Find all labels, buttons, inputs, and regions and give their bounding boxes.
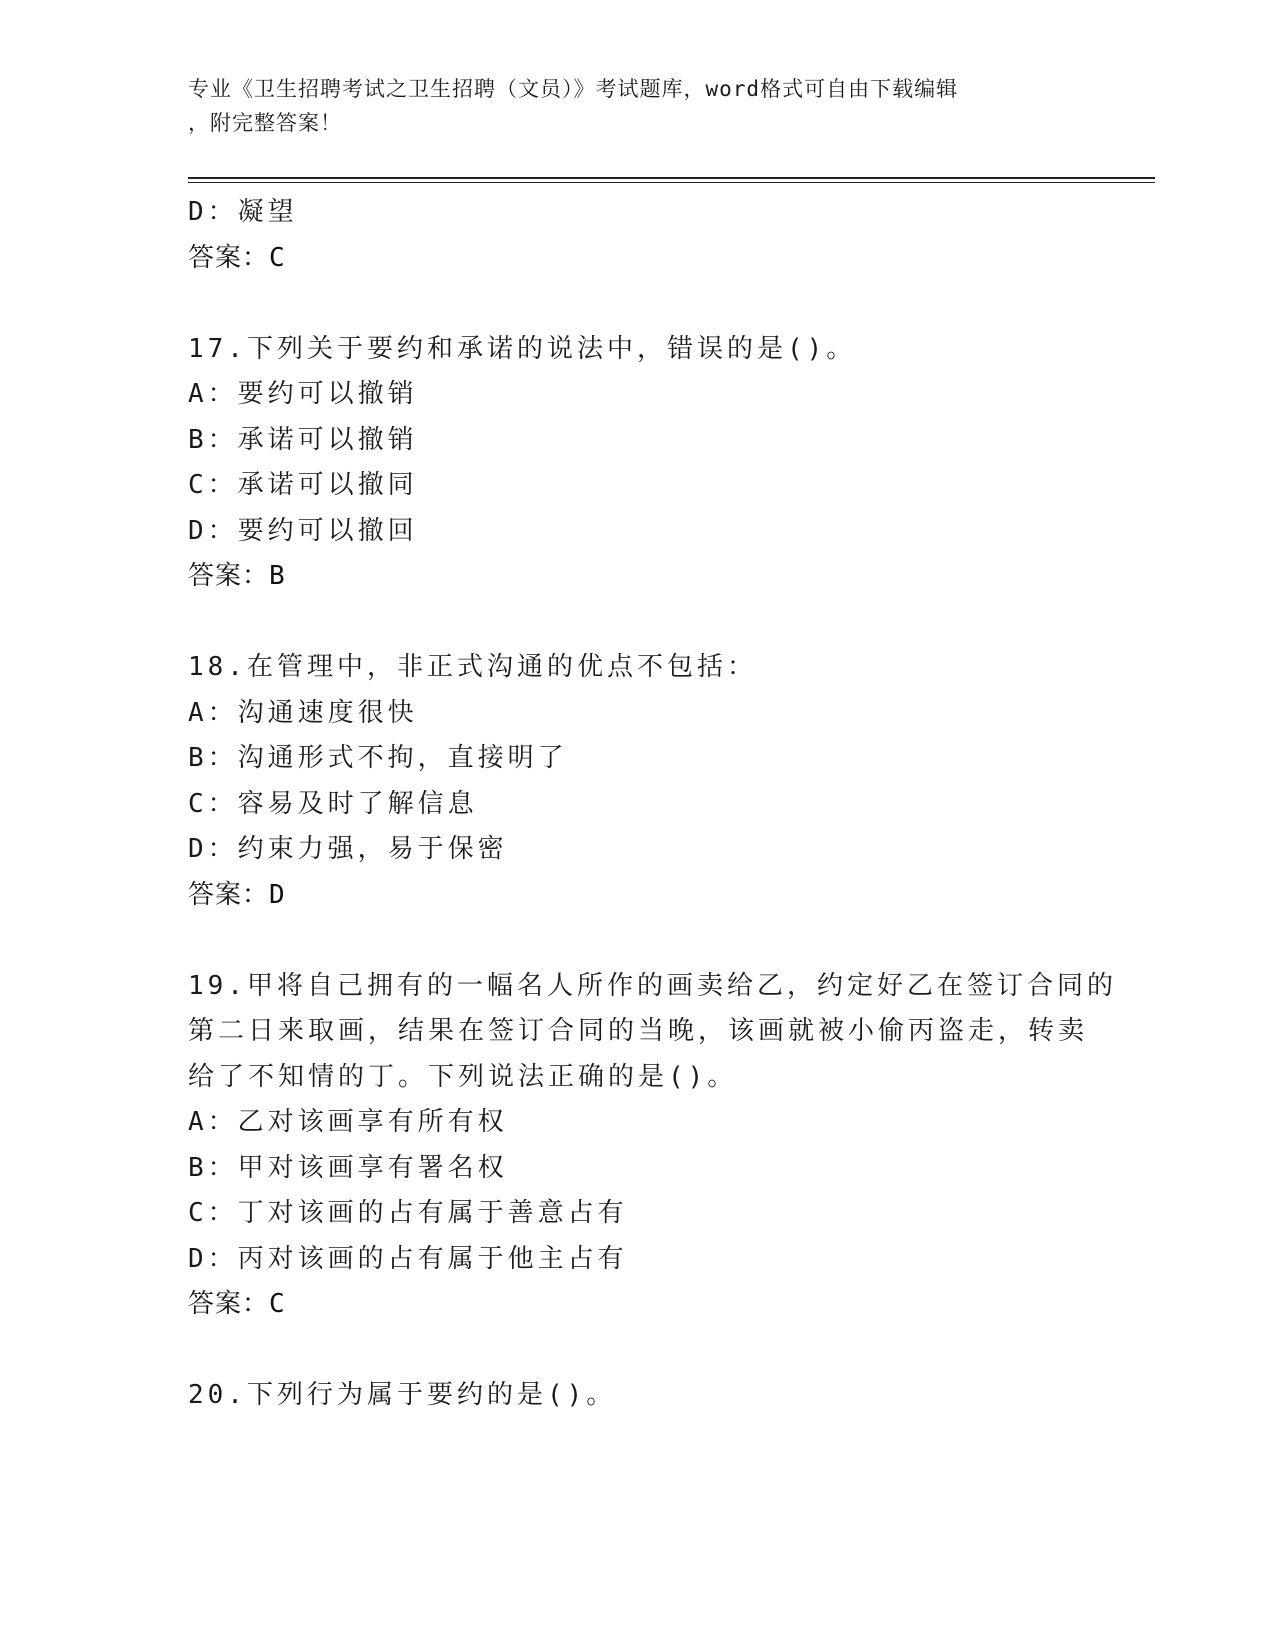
stem-line: 20.下列行为属于要约的是()。 — [188, 1380, 617, 1410]
option-d: D：要约可以撤回 — [188, 515, 418, 546]
stem-line: 18.在管理中，非正式沟通的优点不包括： — [188, 652, 757, 682]
answer-label: 答案： — [188, 879, 270, 910]
answer-label: 答案： — [188, 561, 270, 591]
answer-value: C — [269, 1289, 286, 1319]
option-a: A：乙对该画享有所有权 — [188, 1107, 508, 1137]
question-stem-17 — [188, 327, 1088, 373]
option-a: A：要约可以撤销 — [188, 379, 418, 409]
stem-line: 给了不知情的丁。下列说法正确的是()。 — [188, 1061, 738, 1092]
answer-value: B — [269, 561, 286, 591]
option-b: B：甲对该画享有署名权 — [188, 1152, 508, 1183]
option-c: C：容易及时了解信息 — [188, 788, 478, 819]
spacer — [188, 600, 1088, 646]
answer-label: 答案： — [188, 1289, 270, 1319]
option-a: A：沟通速度很快 — [188, 697, 418, 728]
stem-line: 19.甲将自己拥有的一幅名人所作的画卖给乙，约定好乙在签订合同的 — [188, 970, 1117, 1001]
document-header — [188, 72, 1088, 140]
prev-answer — [188, 236, 1088, 282]
option-c: C：丁对该画的占有属于善意占有 — [188, 1198, 628, 1228]
header-line-1: 专业《卫生招聘考试之卫生招聘（文员）》考试题库，word格式可自由下载编辑 — [188, 77, 959, 101]
prev-option-d: D：凝望 — [188, 197, 298, 227]
option-c: C：承诺可以撤同 — [188, 470, 418, 500]
answer-value: C — [269, 242, 286, 273]
stem-line: 17.下列关于要约和承诺的说法中，错误的是()。 — [188, 333, 857, 364]
option-b: B：沟通形式不拘，直接明了 — [188, 743, 568, 773]
option-b: B：承诺可以撤销 — [188, 424, 418, 455]
spacer — [188, 1328, 1088, 1374]
header-divider-thin — [188, 182, 1155, 183]
question-stem-18 — [188, 645, 1088, 691]
answer-value: D — [269, 879, 286, 910]
option-d: D：约束力强，易于保密 — [188, 834, 508, 864]
question-list — [188, 190, 1117, 1419]
stem-line: 第二日来取画，结果在签订合同的当晚，该画就被小偷丙盗走，转卖 — [188, 1016, 1089, 1046]
answer-label: 答案： — [188, 242, 270, 273]
answer-18 — [188, 873, 1088, 919]
option-d: D：丙对该画的占有属于他主占有 — [188, 1243, 628, 1274]
header-line-2: ，附完整答案！ — [188, 111, 342, 135]
question-stem-20 — [188, 1373, 1088, 1419]
answer-19 — [188, 1282, 1088, 1328]
question-stem-19 — [188, 964, 1117, 1101]
header-divider-thick — [188, 177, 1155, 179]
answer-17 — [188, 554, 1088, 600]
spacer — [188, 918, 1088, 964]
spacer — [188, 281, 1088, 327]
